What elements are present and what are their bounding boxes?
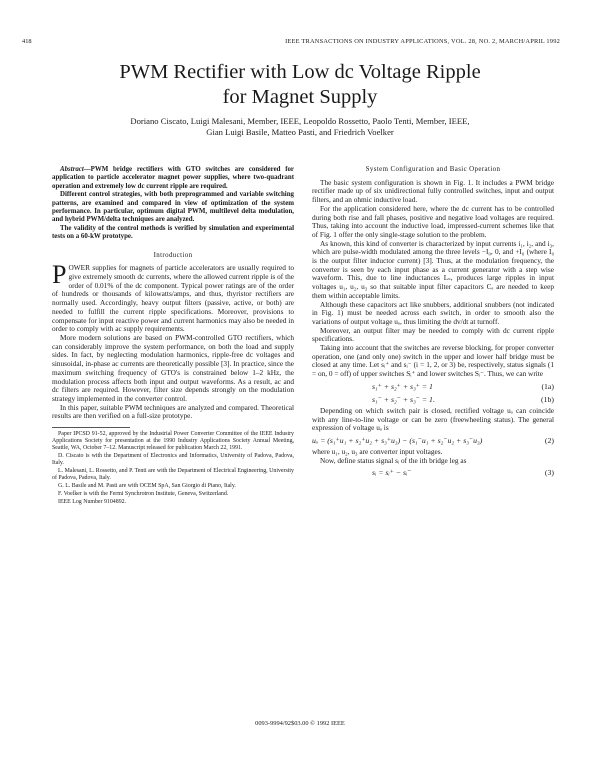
system-paragraph-3: As known, this kind of converter is characterized by input currents i₁, i₂, and i₃, which are pulse-width modulated among the three levels −I₀, 0, and +I₀ (where I₀ is the output filter inductor current) [3]. Thus, at the modulation frequency, the converter is seen by each input phase as a current generator with a step wise waveform. This, due to line inductances Lₛ, produces large ripples in input voltages u₁, u₂, u₃ so that suitable input filter capacitors Cₑ are needed to keep them within acceptable limits. — [312, 238, 554, 300]
right-column — [312, 166, 554, 480]
footnote-4: G. L. Basile and M. Pasti are with OCEM SpA, San Giorgio di Piano, Italy. — [58, 483, 236, 490]
abstract-paragraph-1: Abstract—PWM bridge rectifiers with GTO switches are considered for application to particle accelerator magnet power supplies, where two-quadrant operation and extremely low dc current ripple are required. — [52, 166, 294, 190]
equation-3 — [312, 467, 554, 478]
paper-title — [0, 60, 600, 110]
equation-1a-number: (1a) — [541, 381, 554, 391]
footnote-2: D. Ciscato is with the Department of Electronics and Informatics, University of Padova, Padova, Italy. — [52, 453, 294, 467]
system-paragraph-4: Although these capacitors act like snubbers, additional snubbers (not indicated in Fig. 1) must be needed across each switch, in order to smooth also the variations of output voltage uₒ, thus limiting the dv/dt at turnoff. — [312, 299, 554, 326]
title-line-1: PWM Rectifier with Low dc Voltage Ripple — [119, 61, 481, 83]
equation-3-body: sᵢ = sᵢ⁺ − sᵢ⁻ — [372, 468, 412, 478]
drop-cap: P — [52, 260, 67, 290]
system-paragraph-6: Taking into account that the switches are reverse blocking, for proper converter operation, one (and only one) switch in the upper and lower half bridge must be closed at any time. Let sᵢ⁺ and sᵢ⁻ (i = 1, 2, or 3) be, respectively, status signals (1 = on, 0 = off) of upper switches Sᵢ⁺ and lower switches Sᵢ⁻. Thus, we can write — [312, 343, 554, 379]
equation-1a — [312, 381, 554, 392]
title-line-2: for Magnet Supply — [222, 86, 378, 108]
authors-line-1: Doriano Ciscato, Luigi Malesani, Member, IEEE, Leopoldo Rossetto, Paolo Tenti, Member, IEEE, — [130, 116, 470, 126]
footnote-5: F. Voelker is with the Fermi Synchrotron Institute, Geneva, Switzerland. — [58, 491, 229, 498]
equation-2-number: (2) — [544, 435, 554, 445]
author-list — [60, 116, 540, 138]
left-column — [52, 166, 294, 507]
footnote-rule — [52, 427, 130, 428]
system-paragraph-9: Now, define status signal sᵢ of the ith bridge leg as — [320, 455, 467, 465]
intro-paragraph-3: In this paper, suitable PWM techniques are analyzed and compared. Theoretical results are then verified on a full-size prototype. — [52, 402, 294, 421]
footnote-3: L. Malesani, L. Rossetto, and P. Tenti are with the Department of Electrical Engineering, University of Padova, Padova, Italy. — [52, 468, 294, 482]
equation-2-body: uₒ = (s₁⁺u₁ + s₂⁺u₂ + s₃⁺u₃) − (s₁⁻u₁ + s₂⁻u₂ + s₃⁻u₃) — [312, 435, 483, 445]
equation-2 — [312, 435, 554, 446]
footnotes — [52, 431, 294, 506]
abstract-paragraph-3: The validity of the control methods is verified by simulation and experimental tests on a 60-kW prototype. — [52, 224, 294, 241]
journal-header: IEEE TRANSACTIONS ON INDUSTRY APPLICATIONS, VOL. 28, NO. 2, MARCH/APRIL 1992 — [285, 38, 560, 45]
footnote-1: Paper IPCSD 91-52, approved by the Industrial Power Converter Committee of the IEEE Industry Applications Society for presentation at the 1990 Industry Applications Society Annual Meeting, Seattle, WA, October 7–12. Manuscript released for publication March 22, 1991. — [52, 431, 294, 452]
footnote-6: IEEE Log Number 9104892. — [58, 499, 127, 506]
system-paragraph-1: The basic system configuration is shown in Fig. 1. It includes a PWM bridge rectifier made up of six unidirectional fully controlled switches, input and output filters, and an ohmic inductive load. — [312, 177, 554, 205]
system-paragraph-7: Depending on which switch pair is closed, rectified voltage uₒ can coincide with any line-to-line voltage or can be zero (freewheeling status). The general expression of voltage uₒ is — [312, 405, 554, 433]
system-paragraph-5: Moreover, an output filter may be needed to comply with dc current ripple specifications. — [312, 325, 554, 344]
system-paragraph-8: where u₁, u₂, u₃ are converter input voltages. — [312, 446, 443, 456]
equation-3-number: (3) — [544, 468, 554, 478]
equation-1b-body: s₁⁻ + s₂⁻ + s₃⁻ = 1. — [372, 394, 435, 404]
equation-1b-number: (1b) — [541, 394, 554, 404]
section-heading-system: System Configuration and Basic Operation — [365, 166, 501, 173]
page-number: 418 — [22, 38, 32, 45]
abstract — [52, 166, 294, 242]
intro-paragraph-1: POWER supplies for magnets of particle accelerators are usually required to give extremely smooth dc currents, where the allowed current ripple is of the order of 0.01% of the dc component. Typical power ratings are of the order of hundreds or thousands of kilowatts/amps, and thus, thyristor rectifiers are normally used. Accordingly, heavy output filters (passive, active, or both) are needed to fulfill the current ripple specifications. Moreover, provisions to compensate for input reactive power and current harmonics may also be needed in order to comply with ac supply requirements. — [52, 260, 294, 334]
equation-1a-body: s₁⁺ + s₂⁺ + s₃⁺ = 1 — [372, 381, 433, 391]
copyright-footer: 0093-9994/92$03.00 © 1992 IEEE — [255, 720, 345, 727]
equation-1b — [312, 394, 554, 405]
intro-paragraph-2: More modern solutions are based on PWM-controlled GTO rectifiers, which can considerably improve the system performance, on both the load and supply sides. In fact, by neglecting modulation harmonics, ripple-free dc voltages and sinusoidal, in-phase ac currents are theoretically possible [3]. In practice, since the maximum switching frequency of GTO's is constrained below 1–2 kHz, the modulation process affects both input and output waveforms. As a result, ac and dc filters are required. However, filter size depends strongly on the modulation strategy implemented in the converter control. — [52, 332, 294, 403]
running-header — [22, 38, 560, 48]
section-heading-introduction: Introduction — [153, 251, 193, 259]
abstract-lead: Abstract— — [60, 166, 91, 173]
authors-line-2: Gian Luigi Basile, Matteo Pasti, and Friedrich Voelker — [206, 127, 394, 137]
abstract-paragraph-2: Different control strategies, with both preprogrammed and variable switching patterns, are examined and compared in view of optimization of the system performance. In particular, optimum digital PWM, multilevel delta modulation, and hybrid PWM/delta techniques are analyzed. — [52, 191, 294, 224]
system-paragraph-2: For the application considered here, where the dc current has to be controlled during both rise and fall phases, positive and negative load voltages are required. Thus, taking into account the inductive load, impressed-current schemes like that of Fig. 1 offer the only single-stage solution to the problem. — [312, 203, 554, 239]
